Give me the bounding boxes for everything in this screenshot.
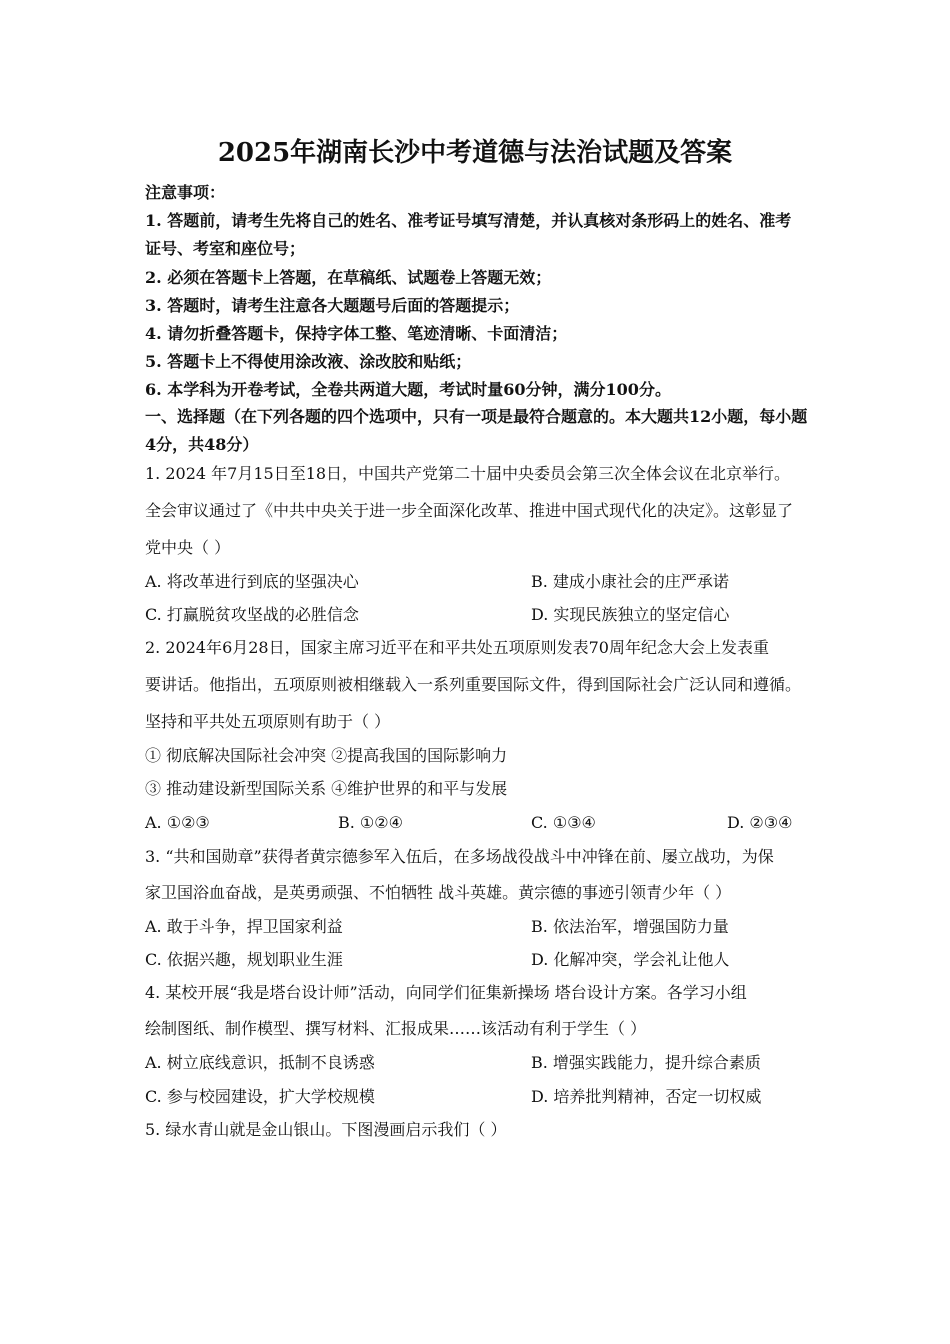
question-1-option-d: D. 实现民族独立的坚定信心 — [531, 605, 730, 624]
question-3-stem: 家卫国浴血奋战，是英勇顽强、不怕牺牲 战斗英雄。黄宗德的事迹引领青少年（ ） — [145, 883, 732, 902]
question-3-option-b: B. 依法治军，增强国防力量 — [531, 917, 729, 936]
question-4-stem: 4. 某校开展“我是塔台设计师”活动，向同学们征集新操场 塔台设计方案。各学习小组 — [145, 983, 747, 1002]
question-1-stem: 党中央（ ） — [145, 538, 231, 557]
question-4-option-b: B. 增强实践能力，提升综合素质 — [531, 1053, 761, 1072]
question-1-option-a: A. 将改革进行到底的坚强决心 — [145, 572, 359, 591]
question-1-stem: 1. 2024 年7月15日至18日，中国共产党第二十届中央委员会第三次全体会议在北京举行。 — [145, 464, 791, 483]
question-4-option-a: A. 树立底线意识，抵制不良诱惑 — [145, 1053, 375, 1072]
question-2-statements: ③ 推动建设新型国际关系 ④维护世界的和平与发展 — [145, 779, 508, 798]
section-heading: 一、选择题（在下列各题的四个选项中，只有一项是最符合题意的。本大题共12小题，每小题 — [145, 407, 808, 426]
notice-item: 1. 答题前，请考生先将自己的姓名、准考证号填写清楚，并认真核对条形码上的姓名、准考 — [145, 211, 792, 230]
question-2-stem: 2. 2024年6月28日，国家主席习近平在和平共处五项原则发表70周年纪念大会上发表重 — [145, 638, 769, 657]
question-1-option-b: B. 建成小康社会的庄严承诺 — [531, 572, 729, 591]
question-2-option-c: C. ①③④ — [531, 813, 596, 832]
page-title: 2025年湖南长沙中考道德与法治试题及答案 — [217, 138, 733, 168]
question-4-stem: 绘制图纸、制作模型、撰写材料、汇报成果……该活动有利于学生（ ） — [145, 1019, 647, 1038]
question-4-option-d: D. 培养批判精神，否定一切权威 — [531, 1087, 762, 1106]
question-1-stem: 全会审议通过了《中共中央关于进一步全面深化改革、推进中国式现代化的决定》。这彰显了 — [145, 501, 794, 520]
question-2-stem: 要讲话。他指出，五项原则被相继载入一系列重要国际文件，得到国际社会广泛认同和遵循。 — [145, 675, 802, 694]
question-3-option-a: A. 敢于斗争，捍卫国家利益 — [145, 917, 343, 936]
question-2-statements: ① 彻底解决国际社会冲突 ②提高我国的国际影响力 — [145, 746, 508, 765]
question-2-option-b: B. ①②④ — [338, 813, 403, 832]
notice-item: 5. 答题卡上不得使用涂改液、涂改胶和贴纸； — [145, 352, 472, 371]
notice-item: 6. 本学科为开卷考试，全卷共两道大题，考试时量60分钟，满分100分。 — [145, 380, 671, 399]
question-2-option-a: A. ①②③ — [145, 813, 210, 832]
question-5-stem: 5. 绿水青山就是金山银山。下图漫画启示我们（ ） — [145, 1120, 507, 1139]
notice-item: 3. 答题时，请考生注意各大题题号后面的答题提示； — [145, 296, 520, 315]
question-2-option-d: D. ②③④ — [727, 813, 793, 832]
section-heading-cont: 4分，共48分） — [145, 435, 259, 454]
question-2-stem: 坚持和平共处五项原则有助于（ ） — [145, 712, 391, 731]
notice-item: 4. 请勿折叠答题卡，保持字体工整、笔迹清晰、卡面清洁； — [145, 324, 568, 343]
question-3-option-d: D. 化解冲突，学会礼让他人 — [531, 950, 730, 969]
notice-heading: 注意事项： — [145, 183, 226, 202]
question-4-option-c: C. 参与校园建设，扩大学校规模 — [145, 1087, 375, 1106]
notice-item: 证号、考室和座位号； — [145, 239, 306, 258]
question-3-option-c: C. 依据兴趣，规划职业生涯 — [145, 950, 343, 969]
question-3-stem: 3. “共和国勋章”获得者黄宗德参军入伍后，在多场战役战斗中冲锋在前、屡立战功，为保 — [145, 847, 774, 866]
notice-item: 2. 必须在答题卡上答题，在草稿纸、试题卷上答题无效； — [145, 268, 552, 287]
question-1-option-c: C. 打赢脱贫攻坚战的必胜信念 — [145, 605, 359, 624]
